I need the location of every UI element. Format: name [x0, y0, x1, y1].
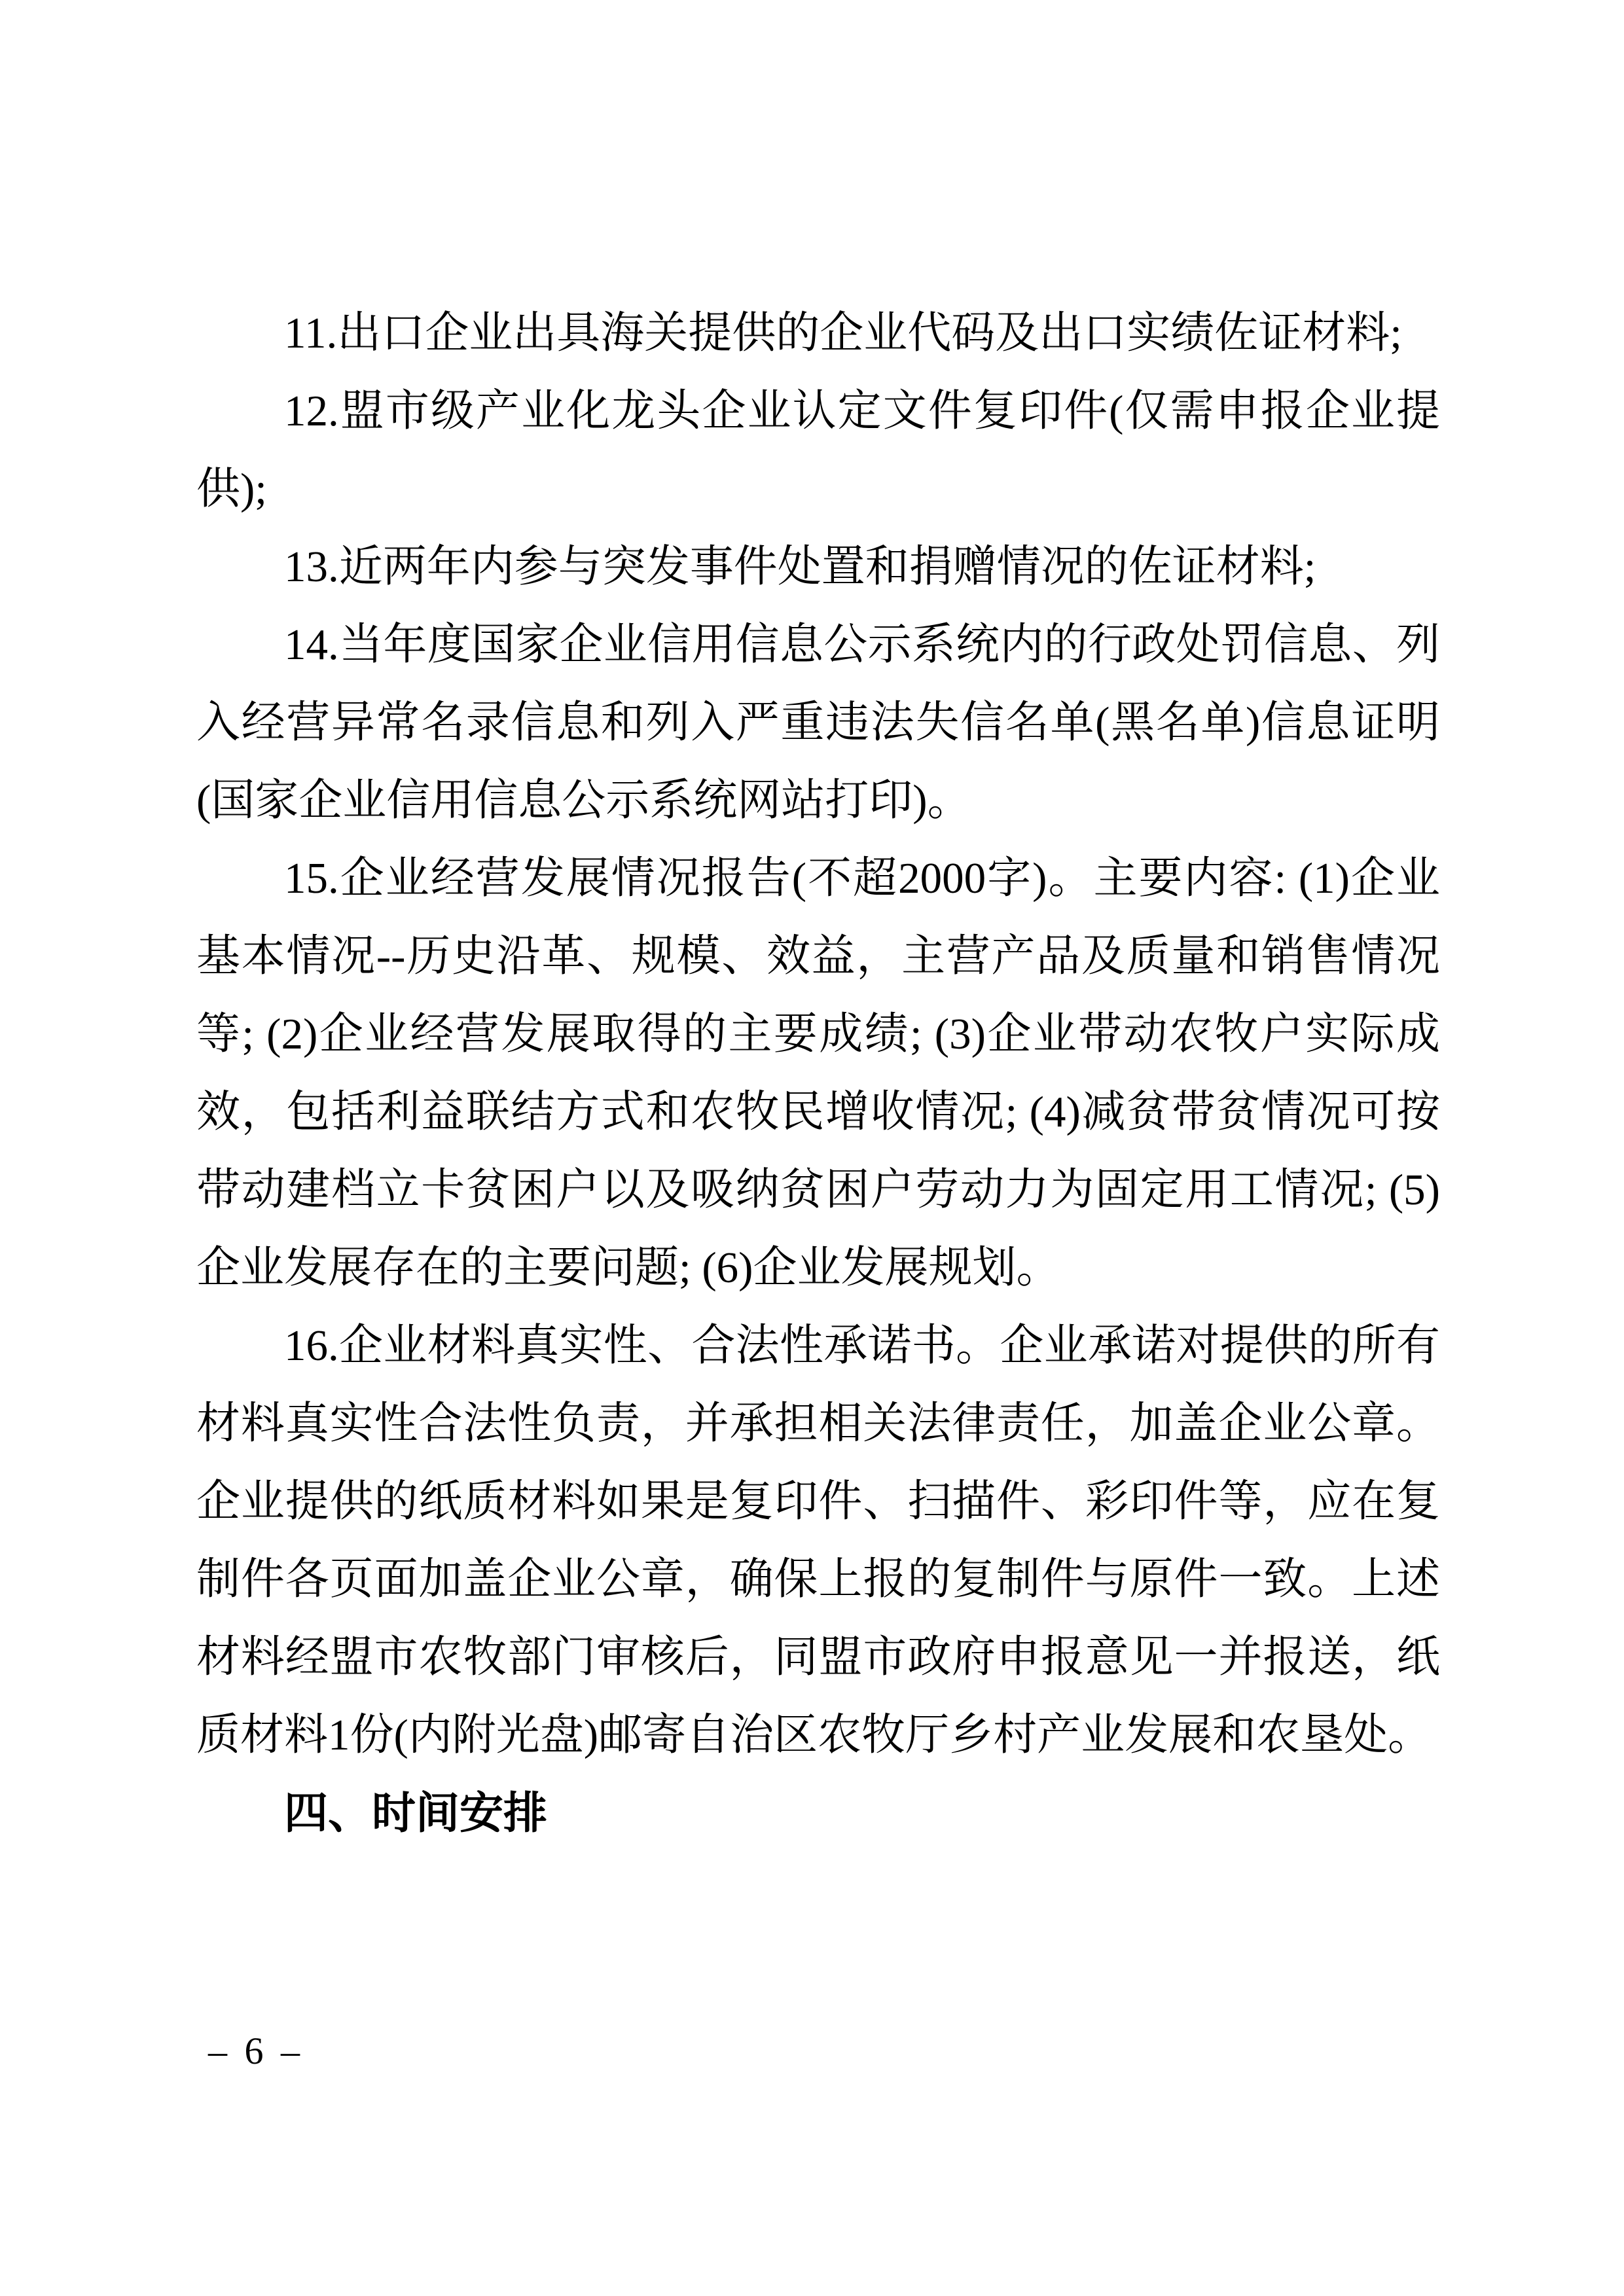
paragraph-item-14: 14.当年度国家企业信用信息公示系统内的行政处罚信息、列入经营异常名录信息和列入严重违法失信名单(黑名单)信息证明(国家企业信用信息公示系统网站打印)。 [196, 620, 1440, 825]
paragraph-item-15: 15.企业经营发展情况报告(不超2000字)。主要内容: (1)企业基本情况--历史沿革、规模、效益，主营产品及质量和销售情况等; (2)企业经营发展取得的主要成绩; (3)企业带动农牧户实际成效，包括利益联结方式和农牧民增收情况; (4)减贫带贫情况可按带动建档立卡贫困户以及吸纳贫困户劳动力为固定用工情况; (5)企业发展存在的主要问题; (6)企业发展规划。 [196, 854, 1440, 1292]
paragraph-item-11: 11.出口企业出具海关提供的企业代码及出口实绩佐证材料; [284, 309, 1402, 357]
paragraph-item-16: 16.企业材料真实性、合法性承诺书。企业承诺对提供的所有材料真实性合法性负责，并承担相关法律责任，加盖企业公章。企业提供的纸质材料如果是复印件、扫描件、彩印件等，应在复制件各页面加盖企业公章，确保上报的复制件与原件一致。上述材料经盟市农牧部门审核后，同盟市政府申报意见一并报送，纸质材料1份(内附光盘)邮寄自治区农牧厅乡村产业发展和农垦处。 [196, 1321, 1440, 1759]
section-heading-time-arrangement: 四、时间安排 [284, 1789, 547, 1838]
paragraph-item-13: 13.近两年内参与突发事件处置和捐赠情况的佐证材料; [284, 543, 1316, 591]
document-body [196, 295, 1440, 1852]
page-number: – 6 – [208, 2030, 304, 2072]
paragraph-item-12: 12.盟市级产业化龙头企业认定文件复印件(仅需申报企业提供); [196, 387, 1440, 513]
